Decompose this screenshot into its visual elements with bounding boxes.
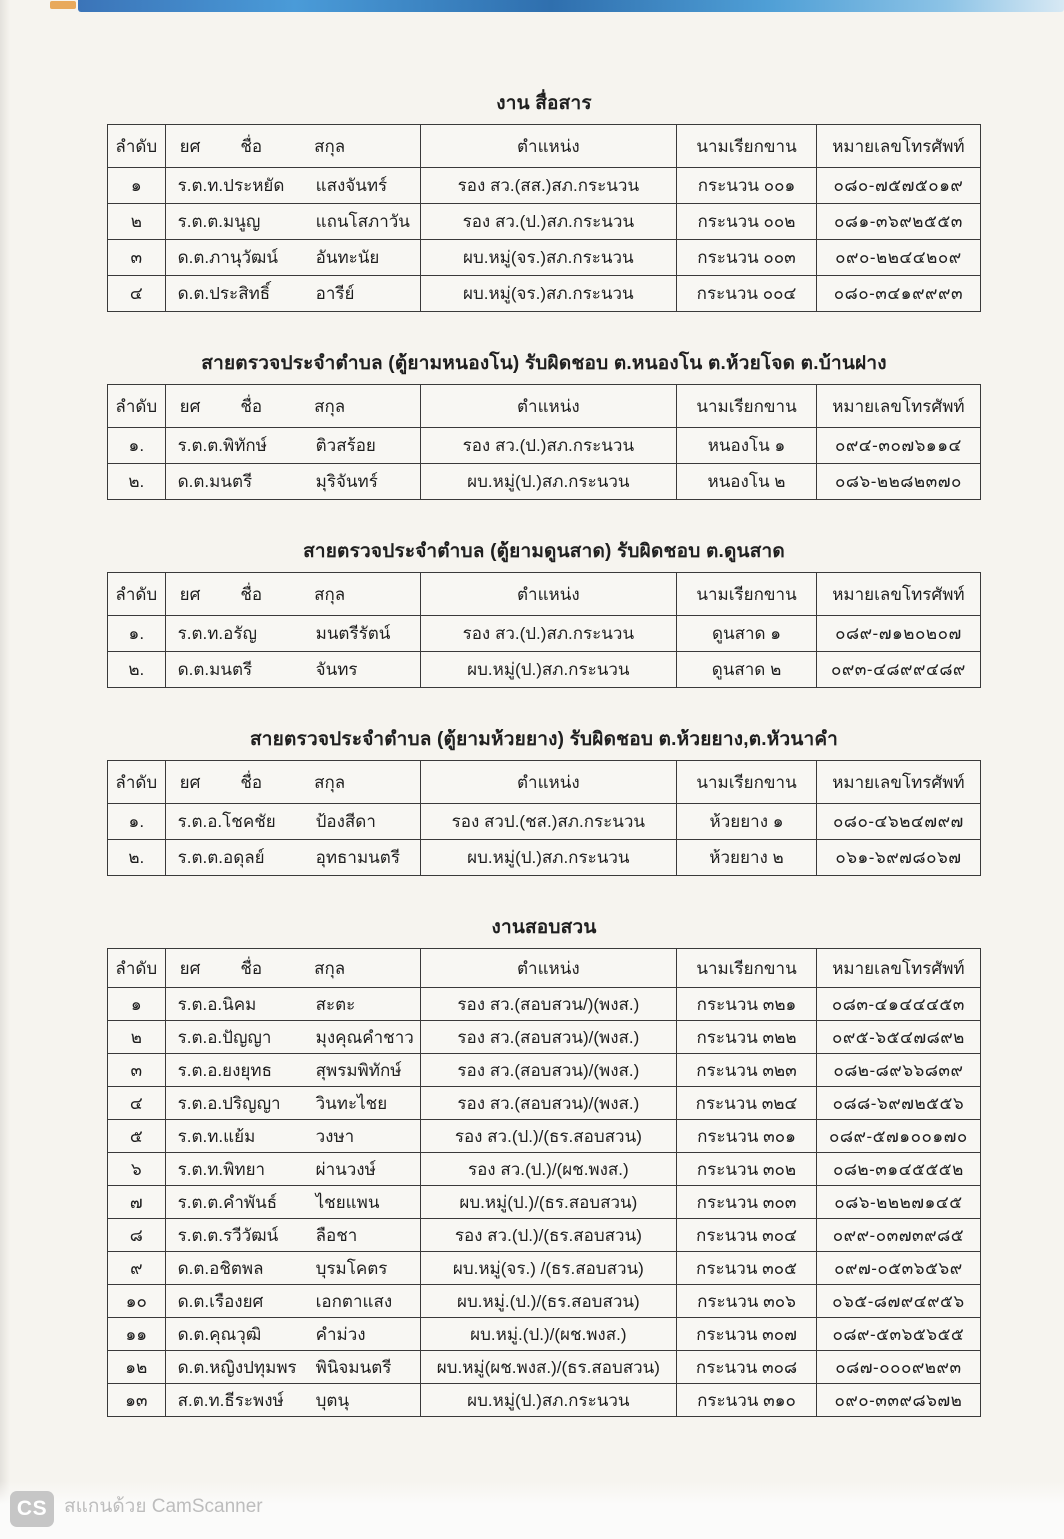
cell-position: รอง สว.(สอบสวน)/(พงส.) [420,1087,677,1120]
cell-rank-name-surname [165,240,420,276]
cell-rank-name-surname [165,1021,420,1054]
cell-phone: ๐๙๐-๒๒๔๔๒๐๙ [816,240,980,276]
name-header-part: ยศ [179,958,201,978]
table-row [108,464,981,500]
cell-position: ผบ.หมู่.(ป.)/(ผช.พงส.) [420,1318,677,1351]
cell-phone: ๐๘๖-๒๒๘๒๓๗๐ [816,464,980,500]
cell-rank-name-surname [165,616,420,652]
cell-rank-name-surname [165,464,420,500]
rank-and-name: ด.ต.หญิงปทุมพร [177,1357,297,1377]
header-row [108,385,981,428]
cell-no: ๑๓ [108,1384,166,1417]
surname: ติวสร้อย [315,436,376,455]
table-row [108,1054,981,1087]
table-section-5 [107,912,981,1417]
rank-and-name: ร.ต.ท.พิทยา [177,1159,266,1179]
name-header-part: ยศ [179,136,201,156]
table-row [108,204,981,240]
cell-position: ผบ.หมู่(ป.)สภ.กระนวน [420,652,677,688]
table-row [108,1186,981,1219]
table-section-4 [107,724,981,876]
surname: ป้องสีดา [315,812,376,831]
scan-edge-shading [0,0,10,1539]
cell-position: ผบ.หมู่(จร.)สภ.กระนวน [420,276,677,312]
name-header-part: สกุล [314,396,346,416]
cell-phone: ๐๘๙-๗๑๒๐๒๐๗ [816,616,980,652]
rank-and-name: ร.ต.ต.อดุลย์ [177,848,265,867]
rank-and-name: ร.ต.ต.พิทักษ์ [177,436,267,455]
cell-no: ๑. [108,804,166,840]
rank-and-name: ร.ต.อ.ปัญญา [177,1027,272,1047]
surname: พินิจมนตรี [315,1357,392,1377]
cell-rank-name-surname [165,1153,420,1186]
name-header-part: ยศ [179,584,201,604]
cell-callsign: กระนวน ๓๐๔ [677,1219,817,1252]
cell-callsign: กระนวน ๓๐๑ [677,1120,817,1153]
cell-phone: ๐๘๑-๓๖๙๒๕๕๓ [816,204,980,240]
cell-phone: ๐๘๐-๔๖๒๔๗๙๗ [816,804,980,840]
cell-phone: ๐๖๕-๘๗๙๔๙๕๖ [816,1285,980,1318]
cell-rank-name-surname [165,1285,420,1318]
cell-rank-name-surname [165,1219,420,1252]
col-header-no: ลำดับ [108,385,166,428]
cell-phone: ๐๖๑-๖๙๗๘๐๖๗ [816,840,980,876]
rank-and-name: ด.ต.ภานุวัฒน์ [177,248,279,267]
cell-no: ๑๒ [108,1351,166,1384]
col-header-phone: หมายเลขโทรศัพท์ [816,385,980,428]
col-header-no: ลำดับ [108,125,166,168]
rank-and-name: ร.ต.ท.แย้ม [177,1126,256,1146]
cell-callsign: กระนวน ๓๒๓ [677,1054,817,1087]
table-row [108,240,981,276]
roster-table [107,760,981,876]
col-header-no: ลำดับ [108,761,166,804]
cell-position: รอง สว.(สอบสวน)/(พงส.) [420,1054,677,1087]
table-row [108,276,981,312]
cell-rank-name-surname [165,168,420,204]
cell-rank-name-surname [165,1252,420,1285]
table-row [108,1120,981,1153]
cell-position: รอง สว.(ป.)/(ธร.สอบสวน) [420,1120,677,1153]
cell-no: ๒ [108,204,166,240]
cell-rank-name-surname [165,652,420,688]
cell-callsign: กระนวน ๓๒๔ [677,1087,817,1120]
table-row [108,840,981,876]
header-row [108,949,981,988]
cell-phone: ๐๙๐-๓๓๙๘๖๗๒ [816,1384,980,1417]
roster-table [107,948,981,1417]
table-row [108,1351,981,1384]
rank-and-name: ด.ต.อชิตพล [177,1258,264,1278]
surname: ไชยแพน [315,1192,380,1212]
cell-position: รอง สว.(ป.)สภ.กระนวน [420,428,677,464]
cell-phone: ๐๙๗-๐๕๓๖๕๖๙ [816,1252,980,1285]
cell-no: ๑ [108,168,166,204]
col-header-phone: หมายเลขโทรศัพท์ [816,573,980,616]
col-header-rank-name-surname [165,949,420,988]
rank-and-name: ร.ต.อ.ปริญญา [177,1093,281,1113]
cell-no: ๑ [108,988,166,1021]
col-header-rank-name-surname [165,761,420,804]
rank-and-name: ด.ต.คุณวุฒิ [177,1324,262,1344]
table-title: สายตรวจประจำตำบล (ตู้ยามหนองโน) รับผิดชอบ ต.หนองโน ต.ห้วยโจด ต.บ้านฝาง [201,353,887,374]
cell-no: ๑๑ [108,1318,166,1351]
cell-rank-name-surname [165,840,420,876]
cell-callsign: ดูนสาด ๑ [677,616,817,652]
table-row [108,1021,981,1054]
col-header-callsign: นามเรียกขาน [677,761,817,804]
camscanner-watermark-text: สแกนด้วย CamScanner [64,1496,263,1517]
rank-and-name: ร.ต.อ.นิคม [177,994,257,1014]
rank-and-name: ด.ต.ประสิทธิ์ [177,284,271,303]
cell-no: ๓ [108,240,166,276]
cell-no: ๑. [108,616,166,652]
cell-no: ๑. [108,428,166,464]
cell-no: ๒. [108,652,166,688]
page-edge-strip-orange [50,1,76,9]
cell-position: รอง สว.(ป.)สภ.กระนวน [420,204,677,240]
surname: เอกตาแสง [315,1291,393,1311]
cell-rank-name-surname [165,276,420,312]
cell-no: ๘ [108,1219,166,1252]
cell-no: ๖ [108,1153,166,1186]
cell-callsign: กระนวน ๓๐๖ [677,1285,817,1318]
cell-callsign: กระนวน ๓๐๕ [677,1252,817,1285]
roster-table [107,384,981,500]
cell-rank-name-surname [165,204,420,240]
col-header-phone: หมายเลขโทรศัพท์ [816,761,980,804]
surname: คำม่วง [315,1324,366,1344]
cell-position: ผบ.หมู่.(ป.)/(ธร.สอบสวน) [420,1285,677,1318]
name-header-part: สกุล [314,958,346,978]
surname: จันทร [315,660,358,679]
cell-position: รอง สว.(ป.)สภ.กระนวน [420,616,677,652]
table-title: สายตรวจประจำตำบล (ตู้ยามดูนสาด) รับผิดชอบ ต.ดูนสาด [303,541,785,562]
cell-rank-name-surname [165,804,420,840]
document-content [107,12,981,1417]
surname: บุรมโคตร [315,1258,388,1278]
table-row [108,652,981,688]
table-section-3 [107,536,981,688]
table-title: งานสอบสวน [491,917,597,938]
surname: บุตนุ [315,1390,350,1410]
col-header-no: ลำดับ [108,573,166,616]
cell-phone: ๐๘๒-๓๑๔๕๕๕๒ [816,1153,980,1186]
surname: มุงคุณคำชาว [315,1027,414,1047]
roster-table [107,572,981,688]
cell-position: รอง สว.(สอบสวน)/(พงส.) [420,1021,677,1054]
page-edge-strip-blue [78,0,1064,12]
cell-no: ๔ [108,1087,166,1120]
table-row [108,1318,981,1351]
cell-position: ผบ.หมู่(ป.)สภ.กระนวน [420,464,677,500]
col-header-rank-name-surname [165,125,420,168]
cell-rank-name-surname [165,1120,420,1153]
cell-phone: ๐๘๐-๓๔๑๙๙๙๓ [816,276,980,312]
cell-position: ผบ.หมู่(ผช.พงส.)/(ธร.สอบสวน) [420,1351,677,1384]
cell-no: ๒. [108,464,166,500]
rank-and-name: ร.ต.อ.ยงยุทธ [177,1060,272,1080]
cell-rank-name-surname [165,988,420,1021]
name-header-part: สกุล [314,584,346,604]
cell-rank-name-surname [165,1054,420,1087]
table-row [108,1219,981,1252]
cell-phone: ๐๙๓-๔๘๙๙๔๘๙ [816,652,980,688]
col-header-position: ตำแหน่ง [420,573,677,616]
surname: อุทธามนตรี [315,848,400,867]
rank-and-name: ส.ต.ท.ธีระพงษ์ [177,1390,284,1410]
table-row [108,1153,981,1186]
camscanner-footer [0,1481,1064,1539]
cell-callsign: กระนวน ๓๐๘ [677,1351,817,1384]
cell-no: ๗ [108,1186,166,1219]
rank-and-name: ร.ต.ต.คำพันธ์ [177,1192,278,1212]
header-row [108,761,981,804]
col-header-position: ตำแหน่ง [420,949,677,988]
cell-phone: ๐๙๔-๓๐๗๖๑๑๔ [816,428,980,464]
cell-callsign: กระนวน ๓๐๒ [677,1153,817,1186]
cell-no: ๓ [108,1054,166,1087]
cell-callsign: กระนวน ๐๐๓ [677,240,817,276]
cell-callsign: กระนวน ๐๐๑ [677,168,817,204]
tables-root [107,88,981,1417]
cell-position: ผบ.หมู่(จร.) /(ธร.สอบสวน) [420,1252,677,1285]
cell-phone: ๐๘๐-๗๕๗๕๐๑๙ [816,168,980,204]
name-header-part: ชื่อ [240,136,263,156]
cell-no: ๕ [108,1120,166,1153]
cell-no: ๒ [108,1021,166,1054]
cell-callsign: หนองโน ๑ [677,428,817,464]
col-header-rank-name-surname [165,385,420,428]
rank-and-name: ร.ต.ต.มนูญ [177,212,261,231]
cell-callsign: ห้วยยาง ๒ [677,840,817,876]
roster-table [107,124,981,312]
name-header-part: ชื่อ [240,958,263,978]
table-row [108,168,981,204]
surname: สุพรมพิทักษ์ [315,1060,402,1080]
col-header-callsign: นามเรียกขาน [677,573,817,616]
table-section-1 [107,88,981,312]
camscanner-logo: CS [10,1491,54,1527]
name-header-part: สกุล [314,772,346,792]
cell-callsign: กระนวน ๐๐๒ [677,204,817,240]
table-row [108,1252,981,1285]
header-row [108,573,981,616]
cell-rank-name-surname [165,428,420,464]
header-row [108,125,981,168]
cell-no: ๙ [108,1252,166,1285]
cell-callsign: กระนวน ๐๐๔ [677,276,817,312]
rank-and-name: ด.ต.มนตรี [177,472,253,491]
cell-rank-name-surname [165,1384,420,1417]
cell-rank-name-surname [165,1087,420,1120]
surname: อารีย์ [315,284,355,303]
cell-rank-name-surname [165,1351,420,1384]
table-row [108,428,981,464]
cell-position: รอง สว.(ป.)/(ผช.พงส.) [420,1153,677,1186]
col-header-rank-name-surname [165,573,420,616]
surname: มนตรีรัตน์ [315,624,391,643]
table-title: สายตรวจประจำตำบล (ตู้ยามห้วยยาง) รับผิดชอบ ต.ห้วยยาง,ต.หัวนาคำ [250,729,838,750]
table-row [108,1087,981,1120]
surname: แถนโสภาวัน [315,212,410,231]
cell-callsign: กระนวน ๓๒๒ [677,1021,817,1054]
cell-callsign: ห้วยยาง ๑ [677,804,817,840]
col-header-phone: หมายเลขโทรศัพท์ [816,949,980,988]
table-row [108,1285,981,1318]
cell-position: รอง สว.(สส.)สภ.กระนวน [420,168,677,204]
rank-and-name: ร.ต.อ.โชคชัย [177,812,276,831]
rank-and-name: ด.ต.เรืองยศ [177,1291,264,1311]
col-header-position: ตำแหน่ง [420,125,677,168]
surname: แสงจันทร์ [315,176,388,195]
col-header-callsign: นามเรียกขาน [677,385,817,428]
cell-position: รอง สว.(ป.)/(ธร.สอบสวน) [420,1219,677,1252]
name-header-part: ชื่อ [240,584,263,604]
rank-and-name: ร.ต.ท.อรัญ [177,624,257,643]
col-header-callsign: นามเรียกขาน [677,125,817,168]
cell-phone: ๐๘๖-๒๒๒๗๑๔๕ [816,1186,980,1219]
cell-callsign: กระนวน ๓๐๓ [677,1186,817,1219]
cell-callsign: หนองโน ๒ [677,464,817,500]
table-row [108,988,981,1021]
cell-callsign: กระนวน ๓๒๑ [677,988,817,1021]
surname: ผ่านวงษ์ [315,1159,376,1179]
cell-phone: ๐๘๙-๕๗๑๐๐๑๗๐ [816,1120,980,1153]
rank-and-name: ร.ต.ต.รวีวัฒน์ [177,1225,279,1245]
surname: อันทะนัย [315,248,380,267]
table-title: งาน สื่อสาร [496,93,592,114]
col-header-no: ลำดับ [108,949,166,988]
cell-callsign: กระนวน ๓๐๗ [677,1318,817,1351]
cell-phone: ๐๘๒-๘๙๖๖๘๓๙ [816,1054,980,1087]
rank-and-name: ด.ต.มนตรี [177,660,253,679]
cell-callsign: ดูนสาด ๒ [677,652,817,688]
surname: มุริจันทร์ [315,472,378,491]
name-header-part: ชื่อ [240,396,263,416]
cell-rank-name-surname [165,1318,420,1351]
table-row [108,616,981,652]
cell-position: รอง สวป.(ชส.)สภ.กระนวน [420,804,677,840]
cell-no: ๑๐ [108,1285,166,1318]
col-header-callsign: นามเรียกขาน [677,949,817,988]
surname: วินทะไชย [315,1093,388,1113]
surname: สะตะ [315,994,356,1014]
cell-position: รอง สว.(สอบสวน/)(พงส.) [420,988,677,1021]
cell-position: ผบ.หมู่(ป.)สภ.กระนวน [420,1384,677,1417]
cell-callsign: กระนวน ๓๑๐ [677,1384,817,1417]
cell-phone: ๐๙๙-๐๓๗๓๙๘๕ [816,1219,980,1252]
cell-rank-name-surname [165,1186,420,1219]
cell-position: ผบ.หมู่(ป.)/(ธร.สอบสวน) [420,1186,677,1219]
name-header-part: ชื่อ [240,772,263,792]
cell-position: ผบ.หมู่(ป.)สภ.กระนวน [420,840,677,876]
name-header-part: ยศ [179,396,201,416]
col-header-position: ตำแหน่ง [420,385,677,428]
surname: ลือชา [315,1225,358,1245]
name-header-part: สกุล [314,136,346,156]
cell-position: ผบ.หมู่(จร.)สภ.กระนวน [420,240,677,276]
rank-and-name: ร.ต.ท.ประหยัด [177,176,285,195]
table-row [108,1384,981,1417]
cell-phone: ๐๘๓-๔๑๔๔๔๕๓ [816,988,980,1021]
name-header-part: ยศ [179,772,201,792]
cell-phone: ๐๙๕-๖๕๔๗๘๙๒ [816,1021,980,1054]
table-row [108,804,981,840]
cell-phone: ๐๘๙-๕๓๖๕๖๕๕ [816,1318,980,1351]
cell-no: ๔ [108,276,166,312]
cell-phone: ๐๘๘-๖๙๗๒๕๕๖ [816,1087,980,1120]
col-header-position: ตำแหน่ง [420,761,677,804]
cell-phone: ๐๘๗-๐๐๐๙๒๙๓ [816,1351,980,1384]
surname: วงษา [315,1126,355,1146]
col-header-phone: หมายเลขโทรศัพท์ [816,125,980,168]
table-section-2 [107,348,981,500]
cell-no: ๒. [108,840,166,876]
